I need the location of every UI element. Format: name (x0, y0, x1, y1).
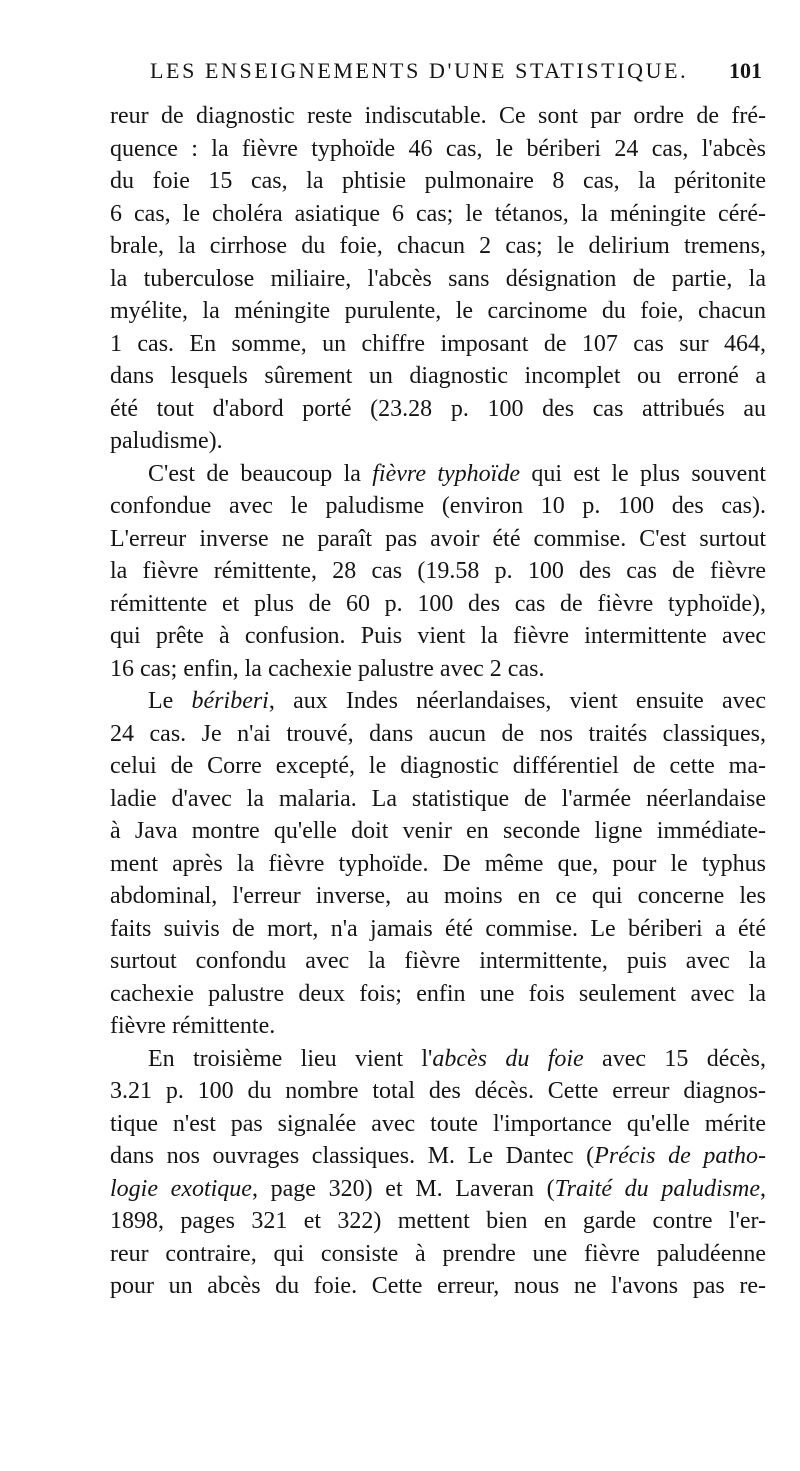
text-line (110, 685, 766, 718)
italic-term: logie exotique (110, 1175, 252, 1202)
text-line (110, 653, 766, 686)
text-line (110, 328, 766, 361)
text-line-content: myélite, la méningite purulente, le carcinome du foie, chacun (110, 298, 766, 324)
text-segment: qui est le plus souvent (519, 460, 766, 487)
text-line (110, 848, 766, 881)
text-line (110, 945, 766, 978)
text-line (110, 523, 766, 556)
text-segment: C'est de beaucoup la (148, 460, 373, 487)
text-line-content: quence : la fièvre typhoïde 46 cas, le bériberi 24 cas, l'abcès (110, 135, 766, 162)
text-line (110, 588, 766, 621)
text-line-content: cachexie palustre deux fois; enfin une fois seulement avec la (110, 980, 766, 1007)
text-line-content: 6 cas, le choléra asiatique 6 cas; le tétanos, la méningite céré- (110, 200, 766, 227)
text-line (110, 425, 766, 458)
text-segment: , aux Indes néerlandaises, vient ensuite avec (268, 688, 766, 714)
text-line (110, 718, 766, 751)
text-line-content: 3.21 p. 100 du nombre total des décès. Cette erreur diagnos- (110, 1078, 766, 1104)
text-segment: En troisième lieu vient l' (148, 1045, 433, 1072)
text-line-content: ladie d'avec la malaria. La statistique de l'armée néerlandaise (110, 785, 766, 812)
text-line-content: L'erreur inverse ne paraît pas avoir été commise. C'est surtout (110, 525, 766, 552)
text-line-content: paludisme). (110, 428, 223, 454)
text-line (110, 913, 766, 946)
text-line-content: tique n'est pas signalée avec toute l'importance qu'elle mérite (110, 1110, 766, 1137)
text-line-content: pour un abcès du foie. Cette erreur, nous ne l'avons pas re- (110, 1273, 766, 1299)
running-title: LES ENSEIGNEMENTS D'UNE STATISTIQUE. (150, 58, 689, 83)
text-line (110, 1043, 766, 1076)
text-line (110, 1010, 766, 1043)
text-line (110, 750, 766, 783)
text-line-content: rémittente et plus de 60 p. 100 des cas de fièvre typhoïde), (110, 590, 766, 617)
text-line (110, 263, 766, 296)
text-line (110, 198, 766, 231)
text-line (110, 490, 766, 523)
text-line-content: 1 cas. En somme, un chiffre imposant de 107 cas sur 464, (110, 330, 766, 357)
text-line-content: 16 cas; enfin, la cachexie palustre avec 2 cas. (110, 655, 545, 682)
text-line (110, 555, 766, 588)
italic-term: Précis de patho- (594, 1143, 766, 1169)
text-line-content: du foie 15 cas, la phtisie pulmonaire 8 cas, la péritonite (110, 168, 766, 194)
text-line (110, 1173, 766, 1206)
text-line (110, 100, 766, 133)
text-line-content: abdominal, l'erreur inverse, au moins en ce qui concerne les (110, 883, 766, 909)
text-line (110, 815, 766, 848)
text-line (110, 978, 766, 1011)
text-line-content: la fièvre rémittente, 28 cas (19.58 p. 100 des cas de fièvre (110, 558, 766, 584)
body-text (110, 100, 766, 1303)
text-line-content: 1898, pages 321 et 322) mettent bien en garde contre l'er- (110, 1208, 766, 1234)
text-line-content: dans lesquels sûrement un diagnostic incomplet ou erroné a (110, 363, 766, 389)
text-line (110, 1238, 766, 1271)
text-line (110, 133, 766, 166)
text-line (110, 360, 766, 393)
text-line-content: 24 cas. Je n'ai trouvé, dans aucun de nos traités classiques, (110, 720, 766, 747)
text-line-content: reur contraire, qui consiste à prendre une fièvre paludéenne (110, 1240, 766, 1267)
text-line (110, 1108, 766, 1141)
text-line (110, 1075, 766, 1108)
text-line-content: à Java montre qu'elle doit venir en seconde ligne immédiate- (110, 818, 766, 844)
text-segment: avec 15 décès, (583, 1045, 766, 1072)
text-segment: dans nos ouvrages classiques. M. Le Dantec ( (110, 1143, 595, 1169)
italic-term: fièvre typhoïde (372, 460, 520, 487)
text-segment: , (760, 1175, 767, 1202)
text-segment: Le (148, 688, 192, 714)
text-line-content: qui prête à confusion. Puis vient la fièvre intermittente avec (110, 623, 766, 649)
text-line-content: celui de Corre excepté, le diagnostic différentiel de cette ma- (110, 753, 766, 779)
text-line-content: brale, la cirrhose du foie, chacun 2 cas; le delirium tremens, (110, 233, 766, 259)
text-line (110, 620, 766, 653)
italic-term: Traité du paludisme (554, 1175, 761, 1202)
text-line (110, 1140, 766, 1173)
text-line (110, 458, 766, 491)
text-line-content: faits suivis de mort, n'a jamais été commise. Le bériberi a été (110, 915, 766, 942)
italic-term: bériberi (191, 688, 269, 714)
italic-term: abcès du foie (432, 1045, 584, 1072)
text-line-content: la tuberculose miliaire, l'abcès sans désignation de partie, la (110, 265, 766, 292)
text-line (110, 880, 766, 913)
text-line (110, 1270, 766, 1303)
text-line-content: surtout confondu avec la fièvre intermittente, puis avec la (110, 948, 766, 974)
text-line (110, 1205, 766, 1238)
text-line-content: ment après la fièvre typhoïde. De même que, pour le typhus (110, 850, 766, 877)
text-line (110, 295, 766, 328)
text-line (110, 165, 766, 198)
text-line-content: confondue avec le paludisme (environ 10 p. 100 des cas). (110, 493, 766, 519)
text-line-content: reur de diagnostic reste indiscutable. Ce sont par ordre de fré- (110, 103, 766, 129)
page-header (150, 54, 762, 90)
text-line (110, 230, 766, 263)
page-number: 101 (729, 58, 762, 83)
text-line-content: fièvre rémittente. (110, 1013, 276, 1039)
text-line (110, 393, 766, 426)
text-segment: , page 320) et M. Laveran ( (251, 1175, 555, 1202)
text-line-content: été tout d'abord porté (23.28 p. 100 des cas attribués au (110, 395, 766, 422)
text-line (110, 783, 766, 816)
